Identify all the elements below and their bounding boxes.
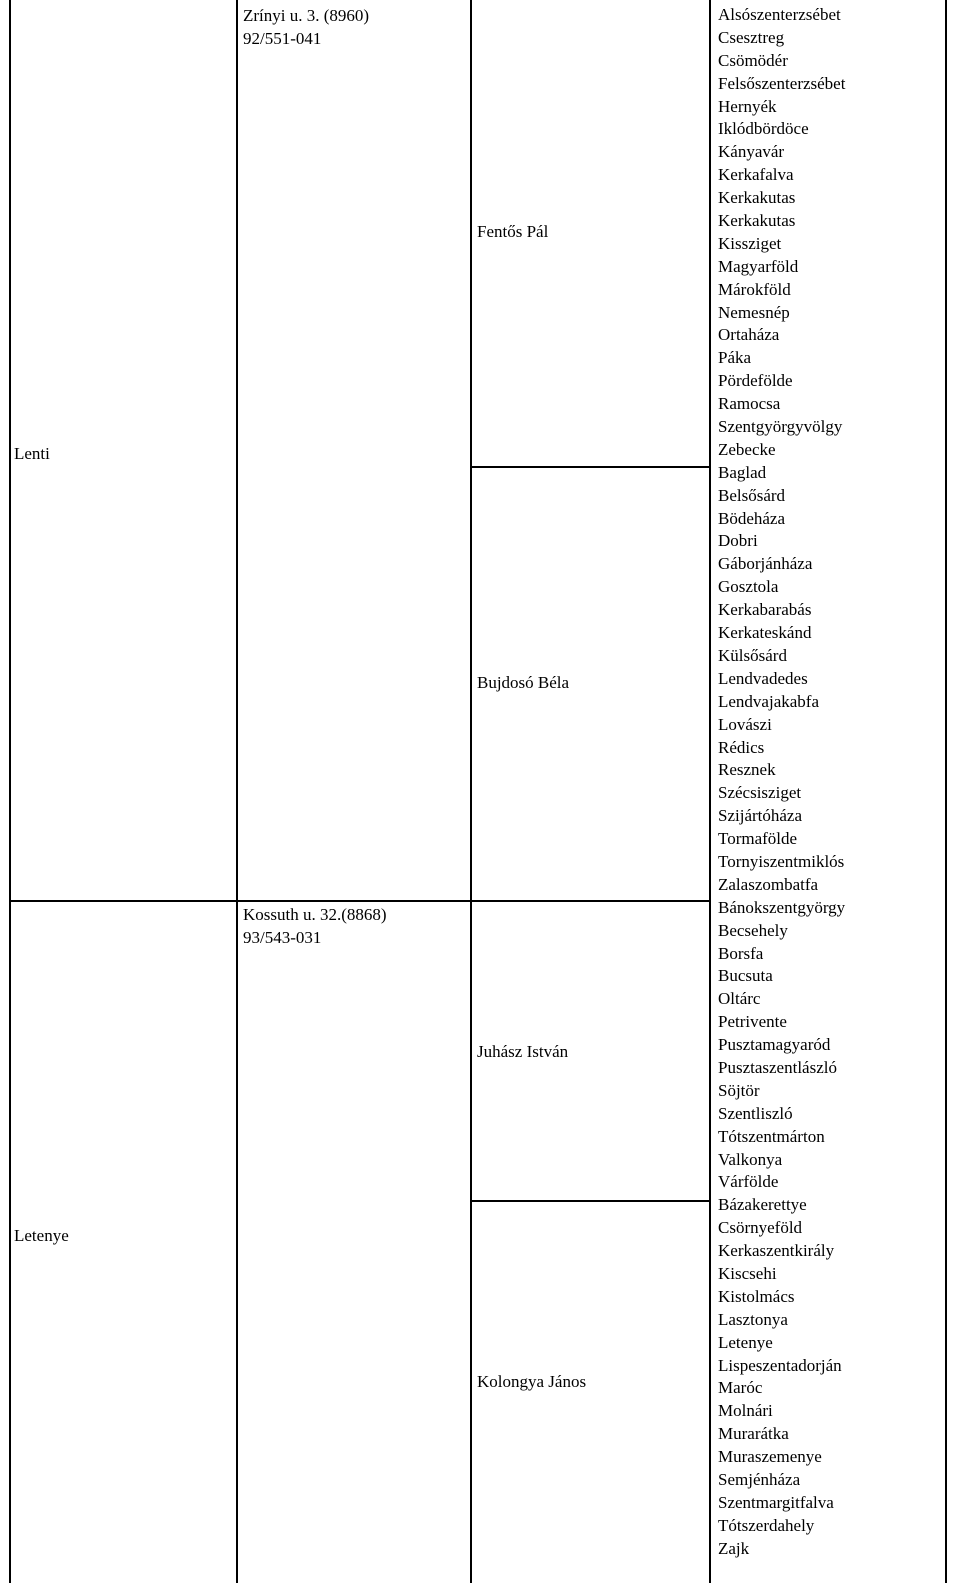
column-divider (945, 0, 947, 1583)
settlement-item: Kerkafalva (718, 165, 794, 185)
settlement-item: Alsószenterzsébet (718, 5, 841, 24)
settlement-item: Lendvadedes (718, 668, 808, 688)
settlement-item: Ortaháza (718, 325, 780, 345)
settlement-item: Bánokszentgyörgy (718, 897, 846, 917)
row-divider (470, 900, 711, 902)
area-name-lenti: Lenti (14, 444, 50, 463)
column-divider (470, 0, 472, 1583)
settlement-item: Gosztola (718, 577, 779, 597)
settlement-item: Tormafölde (718, 829, 798, 849)
office-phone: 92/551-041 (243, 28, 322, 48)
settlement-item: Felsőszenterzsébet (718, 73, 846, 93)
settlement-item: Kerkakutas (718, 188, 796, 208)
settlement-item: Pördefölde (718, 371, 793, 391)
representative-name: Fentős Pál (477, 222, 549, 241)
settlement-item: Kányavár (718, 142, 785, 162)
office-address: Zrínyi u. 3. (8960) (243, 6, 370, 25)
settlement-item: Zalaszombatfa (718, 874, 819, 894)
representative-name: Bujdosó Béla (477, 673, 570, 692)
settlement-item: Dobri (718, 531, 758, 551)
settlement-item: Márokföld (718, 279, 791, 299)
settlement-item: Kerkabarabás (718, 600, 812, 620)
settlement-item: Gáborjánháza (718, 554, 813, 574)
settlement-item: Szentmargitfalva (718, 1492, 834, 1512)
column-divider (709, 0, 711, 1583)
row-divider (470, 1200, 711, 1202)
settlement-item: Iklódbördöce (718, 119, 809, 139)
settlement-item: Kerkaszentkirály (718, 1241, 835, 1261)
settlement-item: Valkonya (718, 1149, 783, 1169)
settlement-item: Semjénháza (718, 1470, 801, 1489)
column-divider (9, 0, 11, 1583)
settlement-item: Pusztaszentlászló (718, 1057, 837, 1077)
settlement-item: Külsősárd (718, 645, 787, 665)
settlement-item: Belsősárd (718, 485, 786, 505)
settlement-item: Kistolmács (718, 1286, 795, 1306)
settlement-item: Szentgyörgyvölgy (718, 417, 843, 437)
settlement-item: Zebecke (718, 439, 776, 459)
office-phone: 93/543-031 (243, 927, 322, 947)
settlement-item: Szijártóháza (718, 806, 803, 826)
settlement-item: Tornyiszentmiklós (718, 851, 845, 871)
settlement-item: Kissziget (718, 233, 782, 253)
column-divider (236, 0, 238, 1583)
settlement-item: Csörnyeföld (718, 1218, 803, 1238)
settlement-list (718, 4, 845, 1561)
settlement-item: Csömödér (718, 50, 788, 70)
row-divider (470, 466, 711, 468)
settlement-item: Magyarföld (718, 256, 799, 276)
settlement-item: Zajk (718, 1538, 750, 1558)
settlement-item: Lasztonya (718, 1309, 788, 1329)
settlement-item: Nemesnép (718, 302, 790, 322)
settlement-item: Kerkateskánd (718, 623, 812, 643)
settlement-item: Várfölde (718, 1172, 779, 1192)
settlement-item: Kiscsehi (718, 1263, 777, 1283)
area-name-letenye: Letenye (14, 1226, 69, 1245)
settlement-item: Borsfa (718, 943, 764, 963)
settlement-item: Maróc (718, 1378, 763, 1398)
settlement-item: Bucsuta (718, 966, 773, 986)
settlement-item: Rédics (718, 737, 765, 757)
settlement-item: Ramocsa (718, 394, 781, 414)
settlement-item: Bödeháza (718, 508, 786, 528)
settlement-item: Pusztamagyaród (718, 1035, 831, 1055)
settlement-item: Szentliszló (718, 1103, 793, 1123)
office-address: Kossuth u. 32.(8868) (243, 905, 387, 924)
settlement-item: Hernyék (718, 96, 777, 116)
settlement-item: Söjtör (718, 1080, 760, 1100)
settlement-item: Molnári (718, 1401, 773, 1421)
settlement-item: Páka (718, 348, 752, 368)
settlement-item: Lendvajakabfa (718, 691, 819, 711)
office-contact-letenye (243, 904, 387, 950)
settlement-item: Petrivente (718, 1012, 787, 1032)
representative-name: Juhász István (477, 1042, 569, 1061)
settlement-item: Lovászi (718, 714, 772, 734)
settlement-item: Oltárc (718, 989, 761, 1009)
settlement-item: Muraszemenye (718, 1447, 822, 1467)
settlement-item: Tótszerdahely (718, 1515, 815, 1535)
settlement-item: Lispeszentadorján (718, 1355, 842, 1375)
settlement-item: Kerkakutas (718, 211, 796, 231)
row-divider (9, 900, 471, 902)
settlement-item: Murarátka (718, 1424, 789, 1444)
settlement-item: Csesztreg (718, 27, 785, 47)
representative-name: Kolongya János (477, 1372, 587, 1391)
settlement-item: Letenye (718, 1332, 773, 1352)
settlement-item: Tótszentmárton (718, 1126, 825, 1146)
office-contact-lenti (243, 5, 369, 51)
settlement-item: Szécsisziget (718, 783, 802, 803)
settlement-item: Resznek (718, 760, 776, 780)
settlement-item: Becsehely (718, 920, 788, 940)
settlement-item: Bázakerettye (718, 1195, 807, 1215)
settlement-item: Baglad (718, 462, 767, 482)
